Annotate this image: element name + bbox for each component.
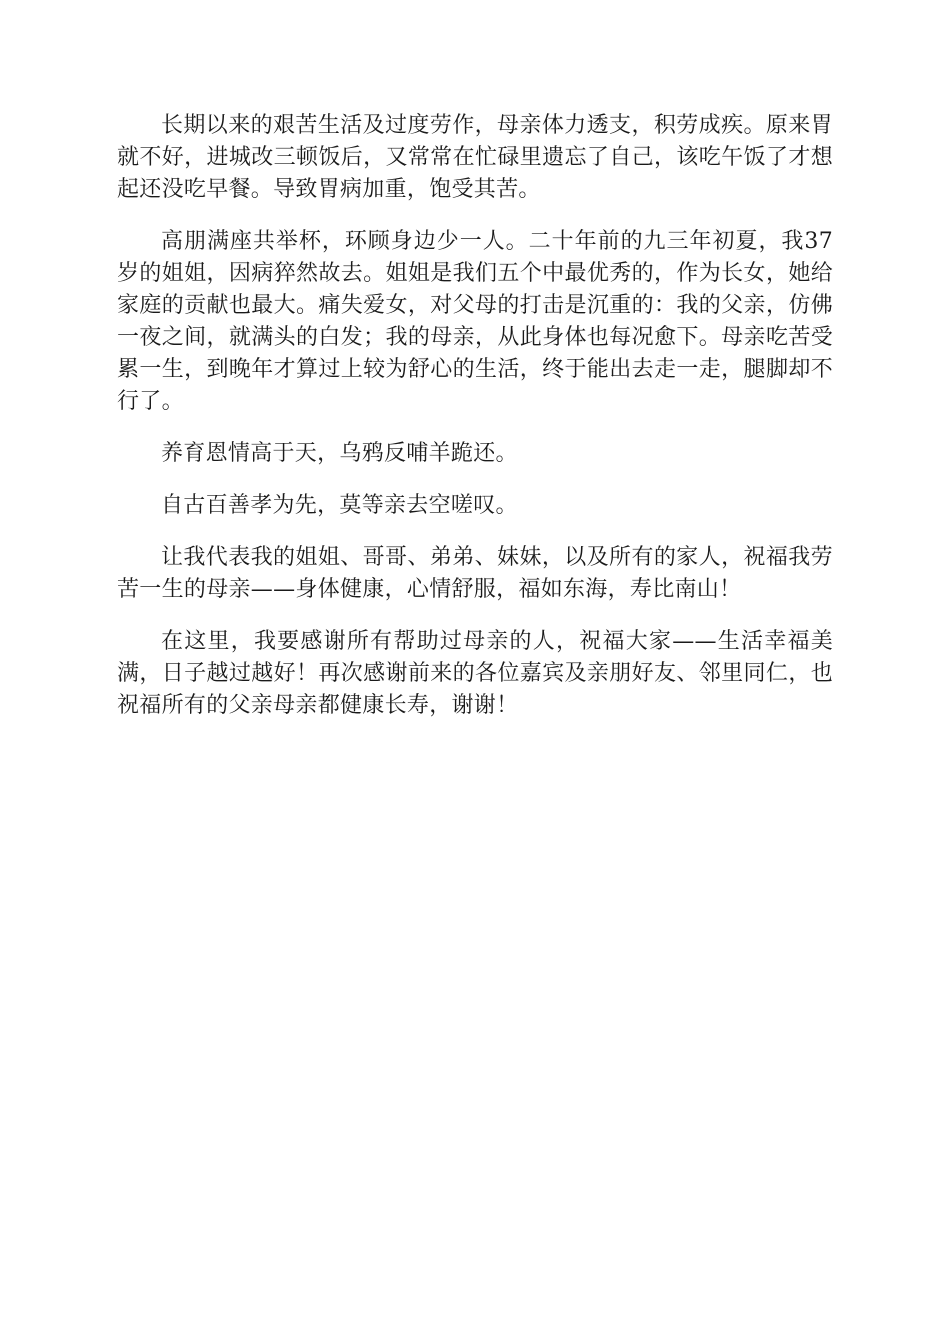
document-body <box>117 110 833 742</box>
paragraph-2: 高朋满座共举杯，环顾身边少一人。二十年前的九三年初夏，我37岁的姐姐，因病猝然故去。姐姐是我们五个中最优秀的，作为长女，她给家庭的贡献也最大。痛失爱女，对父母的打击是沉重的：我的父亲，仿佛一夜之间，就满头的白发；我的母亲，从此身体也每况愈下。母亲吃苦受累一生，到晚年才算过上较为舒心的生活，终于能出去走一走，腿脚却不行了。 <box>117 229 833 414</box>
paragraph-6: 在这里，我要感谢所有帮助过母亲的人，祝福大家——生活幸福美满，日子越过越好！再次感谢前来的各位嘉宾及亲朋好友、邻里同仁，也祝福所有的父亲母亲都健康长寿，谢谢！ <box>117 629 833 718</box>
paragraph-4: 自古百善孝为先，莫等亲去空嗟叹。 <box>161 493 518 518</box>
paragraph-3: 养育恩情高于天，乌鸦反哺羊跪还。 <box>161 441 518 466</box>
paragraph-1: 长期以来的艰苦生活及过度劳作，母亲体力透支，积劳成疾。原来胃就不好，进城改三顿饭后，又常常在忙碌里遗忘了自己，该吃午饭了才想起还没吃早餐。导致胃病加重，饱受其苦。 <box>117 113 833 202</box>
paragraph-5: 让我代表我的姐姐、哥哥、弟弟、妹妹，以及所有的家人，祝福我劳苦一生的母亲——身体健康，心情舒服，福如东海，寿比南山！ <box>117 545 833 602</box>
